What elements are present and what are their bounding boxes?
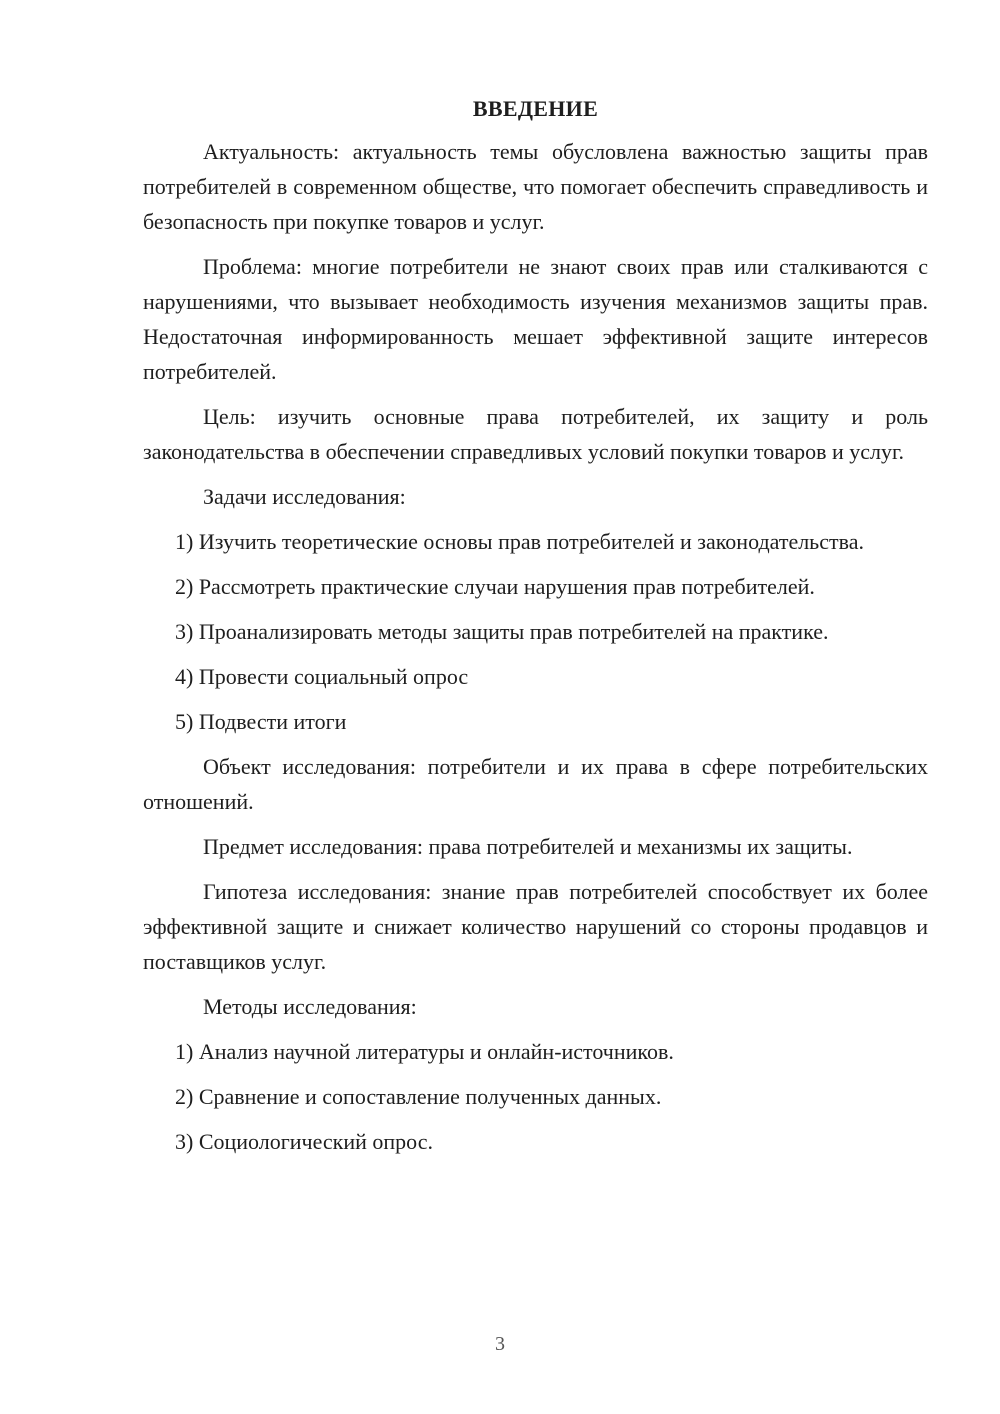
method-item-3: 3) Социологический опрос. [175, 1129, 433, 1154]
page-title: ВВЕДЕНИЕ [472, 96, 599, 121]
methods-title: Методы исследования: [203, 994, 417, 1019]
document-page [143, 94, 928, 1169]
task-item-3: 3) Проанализировать методы защиты прав потребителей на практике. [175, 619, 829, 644]
tasks-title: Задачи исследования: [203, 484, 406, 509]
task-item-5: 5) Подвести итоги [175, 709, 347, 734]
task-item-4: 4) Провести социальный опрос [175, 664, 469, 689]
method-item-2: 2) Сравнение и сопоставление полученных данных. [175, 1084, 662, 1109]
paragraph-goal: Цель: изучить основные права потребителей, их защиту и роль законодательства в обеспечении справедливых условий покупки товаров и услуг. [143, 404, 928, 464]
paragraph-relevance: Актуальность: актуальность темы обусловлена важностью защиты прав потребителей в современном обществе, что помогает обеспечить справедливость и безопасность при покупке товаров и услуг. [143, 139, 928, 234]
paragraph-hypothesis: Гипотеза исследования: знание прав потребителей способствует их более эффективной защите и снижает количество нарушений со стороны продавцов и поставщиков услуг. [143, 879, 928, 974]
page-number: 3 [495, 1333, 505, 1355]
paragraph-problem: Проблема: многие потребители не знают своих прав или сталкиваются с нарушениями, что вызывает необходимость изучения механизмов защиты прав. Недостаточная информированность мешает эффективной защите интересов потребителей. [143, 254, 928, 384]
task-item-2: 2) Рассмотреть практические случаи нарушения прав потребителей. [175, 574, 815, 599]
paragraph-subject: Предмет исследования: права потребителей и механизмы их защиты. [203, 834, 853, 859]
paragraph-object: Объект исследования: потребители и их права в сфере потребительских отношений. [143, 754, 928, 814]
method-item-1: 1) Анализ научной литературы и онлайн-источников. [175, 1039, 674, 1064]
task-item-1: 1) Изучить теоретические основы прав потребителей и законодательства. [175, 529, 864, 554]
